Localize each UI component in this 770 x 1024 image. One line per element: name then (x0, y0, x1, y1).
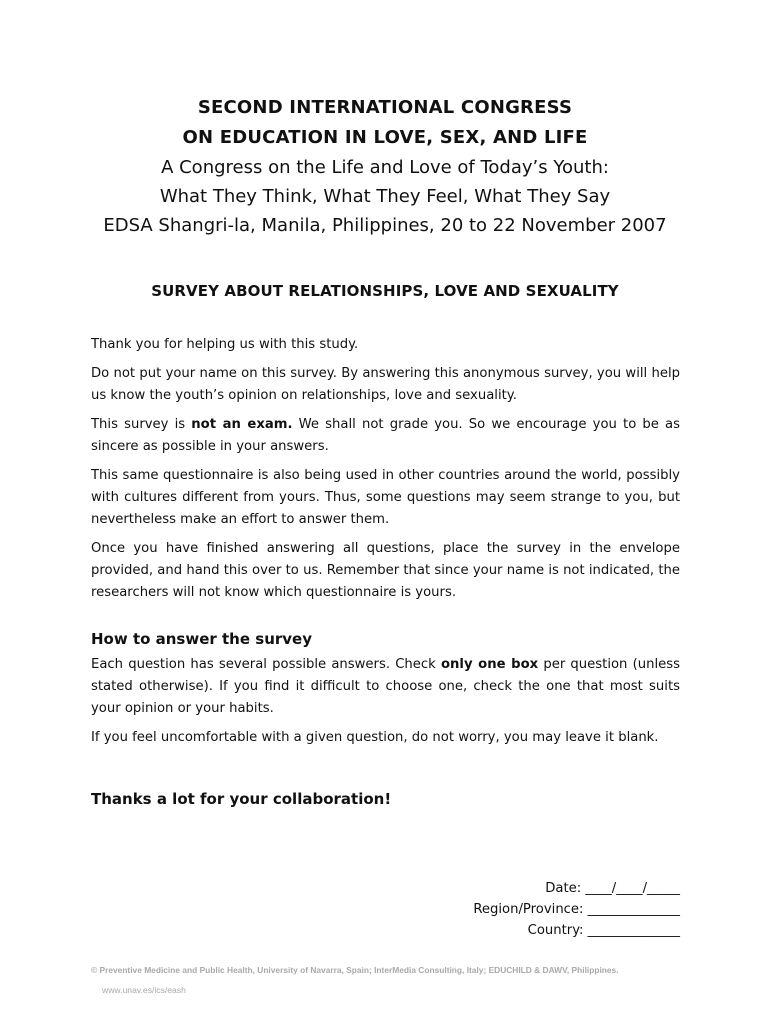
header-line-5: EDSA Shangri-la, Manila, Philippines, 20 to 22 November 2007 (103, 215, 667, 236)
how-to-paragraph-2: If you feel uncomfortable with a given question, do not worry, you may leave it blank. (91, 730, 659, 745)
intro-section (91, 334, 680, 611)
country-field[interactable]: Country: ______________ (527, 923, 680, 938)
intro-paragraph-1: Thank you for helping us with this study. (91, 337, 359, 352)
intro-p3-bold: not an exam. (191, 417, 293, 432)
intro-paragraph-5: Once you have finished answering all questions, place the survey in the envelope provided, and hand this over to us. Remember that since your name is not indicated, the researchers will not know which questionnaire is yours. (91, 541, 680, 600)
header-line-2: ON EDUCATION IN LOVE, SEX, AND LIFE (182, 127, 588, 148)
thanks-text: Thanks a lot for your collaboration! (91, 790, 392, 808)
header-line-3: A Congress on the Life and Love of Today’s Youth: (161, 157, 609, 178)
footer-url: www.unav.es/ics/eash (102, 985, 186, 995)
survey-title: SURVEY ABOUT RELATIONSHIPS, LOVE AND SEXUALITY (151, 282, 619, 300)
congress-header (60, 93, 710, 240)
intro-paragraph-2: Do not put your name on this survey. By answering this anonymous survey, you will help us know the youth’s opinion on relationships, love and sexuality. (91, 366, 680, 403)
intro-paragraph-4: This same questionnaire is also being used in other countries around the world, possibly with cultures different from yours. Thus, some questions may seem strange to you, but nevertheless make an effort to answer them. (91, 468, 680, 527)
respondent-form (473, 878, 680, 941)
intro-p3-text-after: We shall not grade you. So we encourage you to be as sincere as possible in your answers. (91, 417, 680, 454)
header-line-4: What They Think, What They Feel, What They Say (159, 186, 611, 207)
date-field[interactable]: Date: ____/____/_____ (545, 881, 680, 896)
intro-paragraph-3 (91, 414, 680, 458)
how-to-paragraph-1 (91, 654, 680, 720)
how-to-p1-bold: only one box (440, 657, 539, 672)
footer-credits: © Preventive Medicine and Public Health, University of Navarra, Spain; InterMedia Consulting, Italy; EDUCHILD & DAWV, Philippines. (91, 965, 619, 975)
how-to-heading: How to answer the survey (91, 630, 312, 648)
intro-p3-text-before: This survey is (91, 417, 192, 432)
region-field[interactable]: Region/Province: ______________ (473, 902, 680, 917)
how-to-p1-text-after: per question (unless stated otherwise). If you find it difficult to choose one, check the one that most suits your opinion or your habits. (91, 657, 680, 716)
how-to-p1-text-before: Each question has several possible answers. Check (91, 657, 441, 672)
how-to-section (91, 628, 680, 756)
header-line-1: SECOND INTERNATIONAL CONGRESS (197, 97, 573, 118)
